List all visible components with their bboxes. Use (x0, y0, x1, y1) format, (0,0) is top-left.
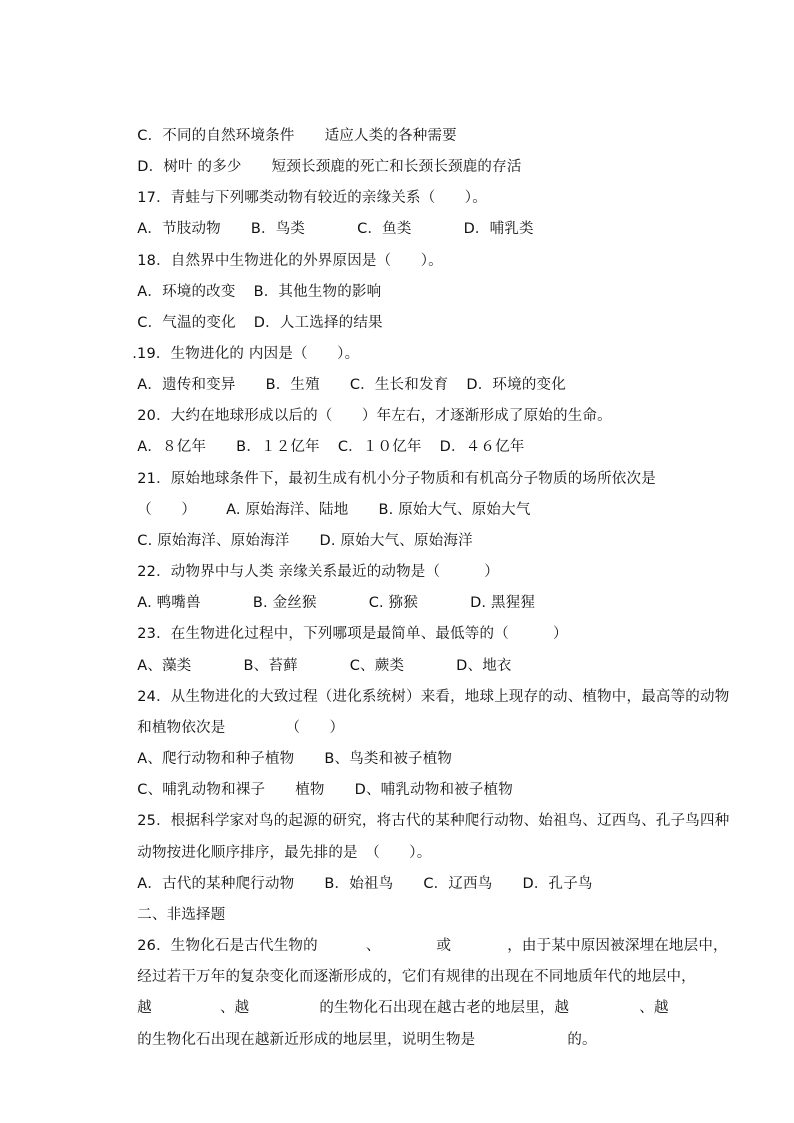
options-21-ab (118, 474, 531, 518)
option-a: A. 原始海洋、陆地 (226, 502, 349, 518)
question-20 (118, 380, 612, 424)
option-b: B．鸟类 (250, 221, 306, 237)
option-text: D．树叶 的多少 (137, 159, 242, 175)
question-text: 25．根据科学家对鸟的起源的研究，将古代的某种爬行动物、始祖鸟、辽西鸟、孔子鸟四种 (137, 813, 730, 829)
option-c: C. 原始海洋、原始海洋 (137, 533, 290, 549)
answer-blank: （ ） (137, 502, 197, 518)
option-d: D. 原始大气、原始海洋 (319, 533, 473, 549)
question-22 (118, 536, 500, 580)
option-d: D．４６亿年 (439, 439, 525, 455)
option-c: C. 猕猴 (368, 595, 419, 611)
question-text: 20．大约在地球形成以后的（ ）年左右，才逐渐形成了原始的生命。 (137, 408, 612, 424)
option-d: D．孔子鸟 (522, 876, 593, 892)
question-text: 23．在生物进化过程中，下列哪项是最简单、最低等的（ ） (137, 626, 568, 642)
question-19 (113, 318, 360, 362)
option-c: C．１０亿年 (337, 439, 422, 455)
option-b: B. 原始大气、原始大气 (378, 502, 531, 518)
question-26 (118, 910, 728, 954)
option-c: C．辽西鸟 (423, 876, 493, 892)
options-24-ab (118, 723, 453, 767)
option-c: C、哺乳动物和裸子 (137, 782, 266, 798)
option-c: C、蕨类 (349, 658, 405, 674)
question-18 (118, 225, 443, 269)
question-21 (118, 443, 656, 487)
question-text: 17．青蛙与下列哪类动物有较近的亲缘关系（ ）。 (137, 190, 487, 206)
question-text: 的。 (567, 1032, 597, 1048)
question-26-cont-3 (118, 1004, 597, 1048)
option-text: 短颈长颈鹿的死亡和长颈长颈鹿的存活 (271, 159, 522, 175)
question-text: 22．动物界中与人类 亲缘关系最近的动物是（ ） (137, 564, 500, 580)
question-text: 的生物化石出现在越古老的地层里，越 (319, 1000, 570, 1016)
option-a: A．８亿年 (137, 439, 207, 455)
option-d: D．人工选择的结果 (253, 315, 383, 331)
option-b: B．１２亿年 (236, 439, 320, 455)
question-text: 、越 (639, 1000, 669, 1016)
answer-blank: （ ） (285, 720, 345, 736)
option-c: C．鱼类 (357, 221, 412, 237)
options-17 (118, 193, 534, 237)
option-b: B．始祖鸟 (324, 876, 394, 892)
option-d: D、哺乳动物和被子植物 (354, 782, 513, 798)
question-text: 或 (436, 938, 452, 954)
options-18-cd (118, 287, 383, 331)
option-text: 植物 (295, 782, 325, 798)
option-d: D．环境的变化 (466, 377, 566, 393)
option-a: A、藻类 (137, 658, 192, 674)
question-24 (118, 661, 730, 705)
option-a: A．古代的某种爬行动物 (137, 876, 295, 892)
options-18-ab (118, 256, 382, 300)
option-a: A. 鸭嘴兽 (137, 595, 201, 611)
option-a: A、爬行动物和种子植物 (137, 751, 295, 767)
question-text: 和植物依次是 (137, 720, 226, 736)
question-text: 、越 (219, 1000, 250, 1016)
option-d: D．哺乳类 (463, 221, 534, 237)
options-22 (118, 567, 536, 611)
section-title: 二、非选择题 (137, 907, 226, 923)
question-26-cont-2 (118, 972, 669, 1016)
option-b: B、鸟类和被子植物 (324, 751, 453, 767)
options-21-cd (118, 505, 473, 549)
question-text: 24．从生物进化的大致过程（进化系统树）来看，地球上现存的动、植物中，最高等的动物 (137, 689, 730, 705)
option-b: B．生殖 (265, 377, 320, 393)
options-20 (118, 411, 525, 455)
option-a: A．环境的改变 (137, 284, 236, 300)
options-25 (118, 848, 593, 892)
options-24-cd (118, 754, 513, 798)
option-b: B．其他生物的影响 (253, 284, 382, 300)
question-text: 越 (137, 1000, 152, 1016)
option-text: 适应人类的各种需要 (324, 128, 457, 144)
question-text: 26．生物化石是古代生物的 (137, 938, 318, 954)
question-text: 18．自然界中生物进化的外界原因是（ ）。 (137, 253, 443, 269)
question-text: 经过若干万年的复杂变化而逐渐形成的，它们有规律的出现在不同地质年代的地层中， (137, 969, 696, 985)
question-text: 、 (365, 938, 381, 954)
option-c: C．气温的变化 (137, 315, 236, 331)
options-19 (118, 349, 566, 393)
question-text: .19．生物进化的 内因是（ ）。 (132, 346, 360, 362)
option-text: C．不同的自然环境条件 (137, 128, 295, 144)
option-a: A．遗传和变异 (137, 377, 236, 393)
question-23 (118, 598, 568, 642)
line-option-c (118, 100, 457, 144)
question-text: ，由于某中原因被深埋在地层中， (507, 938, 728, 954)
option-d: D、地衣 (456, 658, 512, 674)
option-d: D. 黑猩猩 (470, 595, 536, 611)
section-heading (118, 879, 226, 923)
option-a: A．节肢动物 (137, 221, 221, 237)
option-b: B. 金丝猴 (252, 595, 317, 611)
line-option-d (118, 131, 522, 175)
question-17 (118, 162, 487, 206)
question-text: 动物按进化顺序排序，最先排的是 （ ）。 (137, 845, 432, 861)
question-26-cont-1 (118, 941, 696, 985)
question-25-cont (118, 817, 432, 861)
question-text: 21．原始地球条件下，最初生成有机小分子物质和有机高分子物质的场所依次是 (137, 471, 656, 487)
question-text: 的生物化石出现在越新近形成的地层里，说明生物是 (137, 1032, 476, 1048)
options-23 (118, 630, 512, 674)
question-24-cont (118, 692, 345, 736)
option-b: B、苔藓 (243, 658, 298, 674)
option-c: C．生长和发育 (349, 377, 449, 393)
question-25 (118, 785, 730, 829)
